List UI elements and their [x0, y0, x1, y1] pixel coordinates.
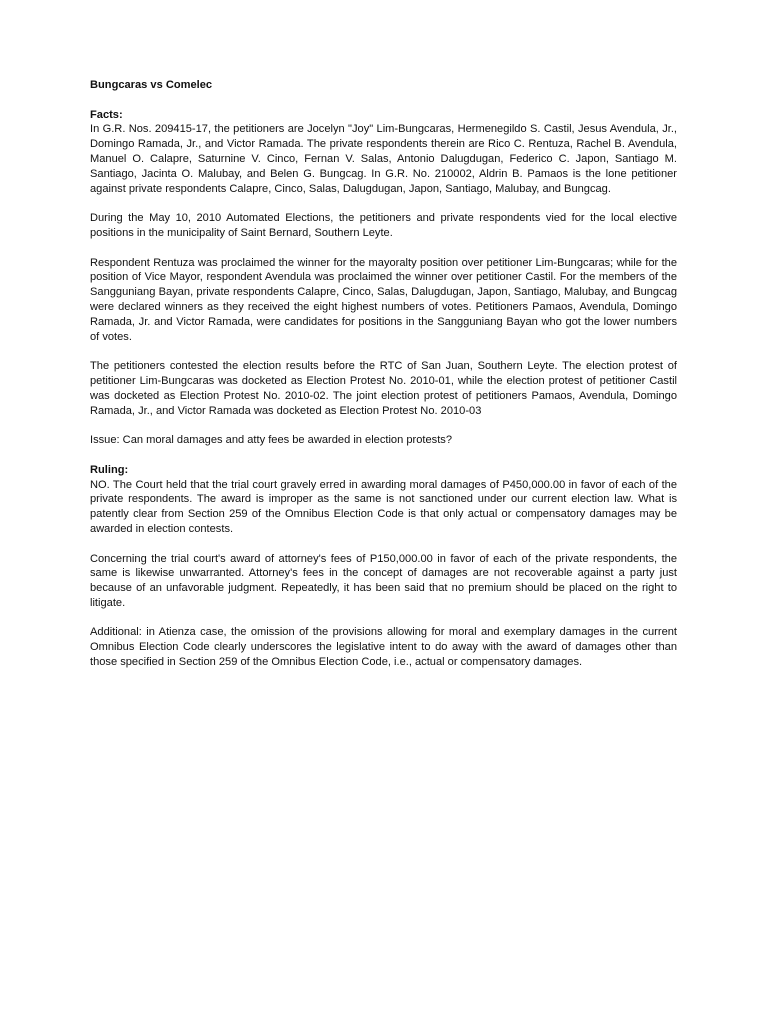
document-title: Bungcaras vs Comelec: [90, 79, 213, 91]
ruling-paragraph: Additional: in Atienza case, the omission of the provisions allowing for moral and exemplary damages in the current Omnibus Election Code clearly underscores the legislative intent to do away with the award of damages other than those specified in Section 259 of the Omnibus Election Code, i.e., actual or compensatory damages.: [90, 626, 677, 669]
facts-paragraph: During the May 10, 2010 Automated Elections, the petitioners and private respondents vied for the local elective positions in the municipality of Saint Bernard, Southern Leyte.: [90, 212, 677, 239]
issue-paragraph: Issue: Can moral damages and atty fees be awarded in election protests?: [90, 434, 452, 447]
facts-heading: Facts:: [90, 108, 123, 121]
facts-paragraph: Respondent Rentuza was proclaimed the winner for the mayoralty position over petitioner Lim-Bungcaras; while for the position of Vice Mayor, respondent Avendula was proclaimed the winner over petitioner Castil. For the members of the Sangguniang Bayan, private respondents Calapre, Cinco, Salas, Dalugdugan, Japon, Santiago, Malubay, and Bungcag were declared winners as they received the eight highest numbers of votes. Petitioners Pamaos, Avendula, Domingo Ramada, Jr. and Victor Ramada, were candidates for positions in the Sangguniang Bayan who got the lower numbers of votes.: [90, 256, 677, 343]
facts-paragraph: The petitioners contested the election results before the RTC of San Juan, Southern Leyte. The election protest of petitioner Lim-Bungcaras was docketed as Election Protest No. 2010-01, while the election protest of petitioner Castil was docketed as Election Protest No. 2010-02. The joint election protest of petitioners Pamaos, Avendula, Domingo Ramada, Jr., and Victor Ramada was docketed as Election Protest No. 2010-03: [90, 360, 677, 417]
ruling-heading: Ruling:: [90, 463, 129, 476]
document-content: [90, 78, 677, 685]
ruling-paragraph: Concerning the trial court's award of attorney's fees of P150,000.00 in favor of each of the private respondents, the same is likewise unwarranted. Attorney's fees in the concept of damages are not recoverable against a party just because of an unfavorable judgment. Repeatedly, it has been said that no premium should be placed on the right to litigate.: [90, 552, 677, 609]
facts-paragraph: In G.R. Nos. 209415-17, the petitioners are Jocelyn "Joy" Lim-Bungcaras, Hermenegildo S. Castil, Jesus Avendula, Jr., Domingo Ramada, Jr., and Victor Ramada. The private respondents therein are Rico C. Rentuza, Rachel B. Avendula, Manuel O. Calapre, Saturnine V. Cinco, Fernan V. Salas, Antonio Dalugdugan, Federico C. Japon, Santiago M. Santiago, Jacinta O. Malubay, and Belen G. Bungcag. In G.R. No. 210002, Aldrin B. Pamaos is the lone petitioner against private respondents Calapre, Cinco, Salas, Dalugdugan, Japon, Santiago, Malubay, and Bungcag.: [90, 123, 677, 195]
ruling-paragraph: NO. The Court held that the trial court gravely erred in awarding moral damages of P450,000.00 in favor of each of the private respondents. The award is improper as the same is not sanctioned under our current election law. What is patently clear from Section 259 of the Omnibus Election Code is that only actual or compensatory damages may be awarded in election contests.: [90, 478, 677, 535]
